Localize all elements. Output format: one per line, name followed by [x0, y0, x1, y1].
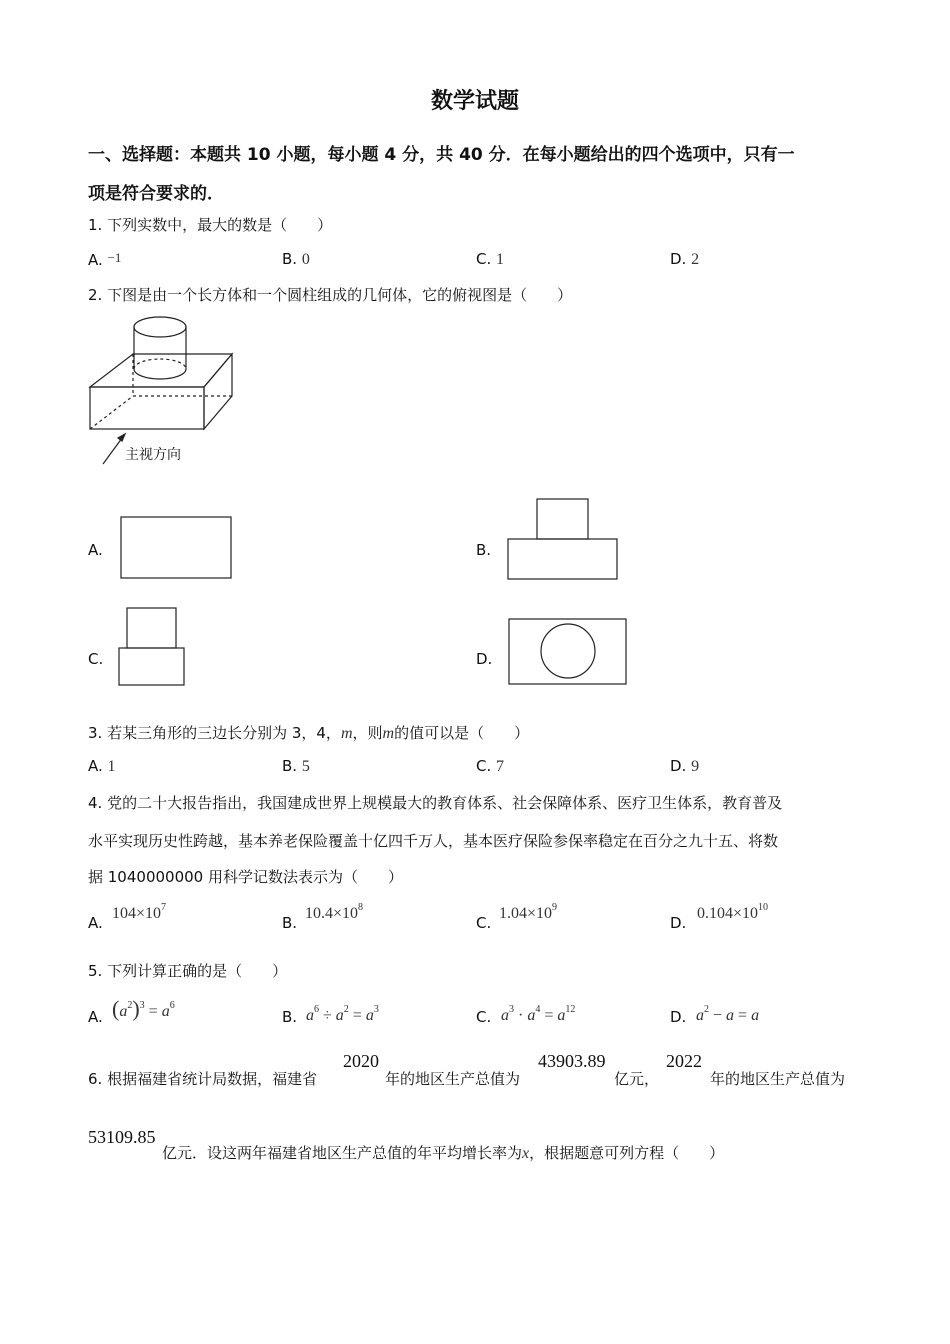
- q4-b-label: B.: [282, 914, 298, 932]
- q5-b-formula: $a^6 \div a^2 = a^3$: [306, 1004, 379, 1024]
- q4-stem-line2: 水平实现历史性跨越，基本养老保险覆盖十亿四千万人，基本医疗保险参保率稳定在百分之九十五、将数: [88, 832, 779, 850]
- q2-a-label: A.: [88, 541, 103, 559]
- box-right-face: [204, 354, 232, 429]
- q3-option-d: [670, 757, 699, 776]
- q2-a-rect: [121, 517, 231, 578]
- q6-text-1: 6. 根据福建省统计局数据，福建省: [88, 1070, 318, 1088]
- q2-option-a-figure: [120, 516, 232, 580]
- q1-b-value: 0: [301, 251, 310, 268]
- cylinder-bottom-back: [134, 359, 186, 369]
- q6-year-2020: 2020: [343, 1051, 379, 1071]
- q3-d-label: D.: [670, 757, 687, 775]
- q2-option-b-figure: [507, 498, 619, 582]
- q2-b-label: B.: [476, 541, 492, 559]
- q3-c-value: 7: [496, 758, 505, 775]
- q2-d-circle: [541, 624, 595, 678]
- q3-b-label: B.: [282, 757, 298, 775]
- q4-d-exp: 10: [758, 902, 769, 913]
- q6-text-4: 年的地区生产总值为: [710, 1070, 846, 1088]
- q1-option-c: [476, 250, 504, 269]
- q6-value-2022: 53109.85: [88, 1127, 156, 1147]
- q3-option-b: [282, 757, 310, 776]
- q4-c-value: [499, 902, 557, 923]
- q3-stem: [88, 722, 529, 743]
- view-direction-arrowhead: [118, 434, 125, 441]
- q4-b-value: [305, 902, 363, 923]
- q2-c-bottom-rect: [119, 648, 184, 685]
- q4-d-base: 0.104×10: [697, 905, 759, 922]
- q6-text-6: ，根据题意可列方程（ ）: [529, 1144, 725, 1162]
- q3-stem-mid: ，则: [352, 724, 383, 742]
- q5-stem: 5. 下列计算正确的是（ ）: [88, 962, 288, 980]
- q5-d-label: D.: [670, 1008, 687, 1026]
- box-front-face: [90, 387, 204, 429]
- q2-c-label: C.: [88, 650, 104, 668]
- q3-var-m-2: m: [382, 725, 395, 742]
- section-heading-line2: 项是符合要求的．: [88, 184, 224, 204]
- q3-stem-post: 的值可以是（ ）: [394, 724, 530, 742]
- q5-b-label: B.: [282, 1008, 298, 1026]
- q6-text-5: [162, 1142, 724, 1163]
- q5-a-formula: $(a^2)^3 = a^6$: [112, 996, 175, 1021]
- cylinder-top: [134, 317, 186, 337]
- q6-var-x: x: [522, 1145, 530, 1162]
- q4-a-exp: 7: [161, 902, 167, 913]
- box-hidden-edge-1: [90, 396, 133, 429]
- q1-option-b: [282, 250, 310, 269]
- q4-a-value: [112, 902, 166, 923]
- q4-stem-line3: 据 1040000000 用科学记数法表示为（ ）: [88, 868, 403, 886]
- q1-option-d: [670, 250, 699, 269]
- q4-c-exp: 9: [552, 902, 558, 913]
- page-title: 数学试题: [430, 89, 519, 114]
- q4-a-label: A.: [88, 914, 103, 932]
- q4-b-exp: 8: [358, 902, 364, 913]
- q4-c-label: C.: [476, 914, 492, 932]
- q3-option-c: [476, 757, 504, 776]
- q1-a-label: A.: [88, 251, 103, 269]
- q6-year-2022: 2022: [666, 1051, 702, 1071]
- q4-stem-line1: 4. 党的二十大报告指出，我国建成世界上规模最大的教育体系、社会保障体系、医疗卫生体系，教育普及: [88, 794, 783, 812]
- q2-b-bottom-rect: [508, 539, 617, 579]
- q2-option-d-figure: [508, 618, 628, 686]
- q4-b-base: 10.4×10: [305, 905, 359, 922]
- q4-a-base: 104×10: [112, 905, 162, 922]
- q6-text-3: 亿元，: [614, 1070, 660, 1088]
- q3-a-label: A.: [88, 757, 103, 775]
- q3-b-value: 5: [301, 758, 310, 775]
- q5-c-formula: $a^3 \cdot a^4 = a^{12}$: [501, 1004, 576, 1024]
- q4-c-base: 1.04×10: [499, 905, 553, 922]
- q1-d-label: D.: [670, 250, 687, 268]
- q2-b-top-rect: [537, 499, 588, 539]
- q1-a-value: −1: [107, 250, 122, 265]
- q4-d-value: [697, 902, 768, 923]
- q1-b-label: B.: [282, 250, 298, 268]
- q2-option-c-figure: [118, 607, 186, 687]
- q2-d-label: D.: [476, 650, 493, 668]
- q3-a-value: 1: [107, 758, 116, 775]
- q4-d-label: D.: [670, 914, 687, 932]
- q1-option-a: [88, 250, 121, 269]
- q5-c-label: C.: [476, 1008, 492, 1026]
- q6-value-2020: 43903.89: [538, 1051, 606, 1071]
- q2-direction-label: 主视方向: [125, 447, 181, 463]
- q2-d-rect: [509, 619, 626, 684]
- q3-stem-pre: 3. 若某三角形的三边长分别为 3，4，: [88, 724, 341, 742]
- q3-c-label: C.: [476, 757, 492, 775]
- section-heading-line1: 一、选择题：本题共 10 小题，每小题 4 分，共 40 分．在每小题给出的四个选项中，只有一: [88, 145, 795, 165]
- q1-c-value: 1: [496, 251, 505, 268]
- q3-d-value: 9: [691, 758, 700, 775]
- q2-c-top-rect: [127, 608, 176, 648]
- q2-stem: 2. 下图是由一个长方体和一个圆柱组成的几何体，它的俯视图是（ ）: [88, 286, 573, 304]
- q5-a-label: A.: [88, 1008, 103, 1026]
- q6-text-5-main: 亿元．设这两年福建省地区生产总值的年平均增长率为: [162, 1144, 523, 1162]
- q6-text-2: 年的地区生产总值为: [385, 1070, 521, 1088]
- q5-d-formula: $a^2 - a = a$: [696, 1004, 760, 1024]
- q3-option-a: [88, 757, 116, 776]
- q1-stem: 1. 下列实数中，最大的数是（ ）: [88, 216, 333, 234]
- q3-var-m: m: [340, 725, 353, 742]
- cylinder-bottom-front: [134, 369, 186, 379]
- q1-c-label: C.: [476, 250, 492, 268]
- q1-d-value: 2: [691, 251, 700, 268]
